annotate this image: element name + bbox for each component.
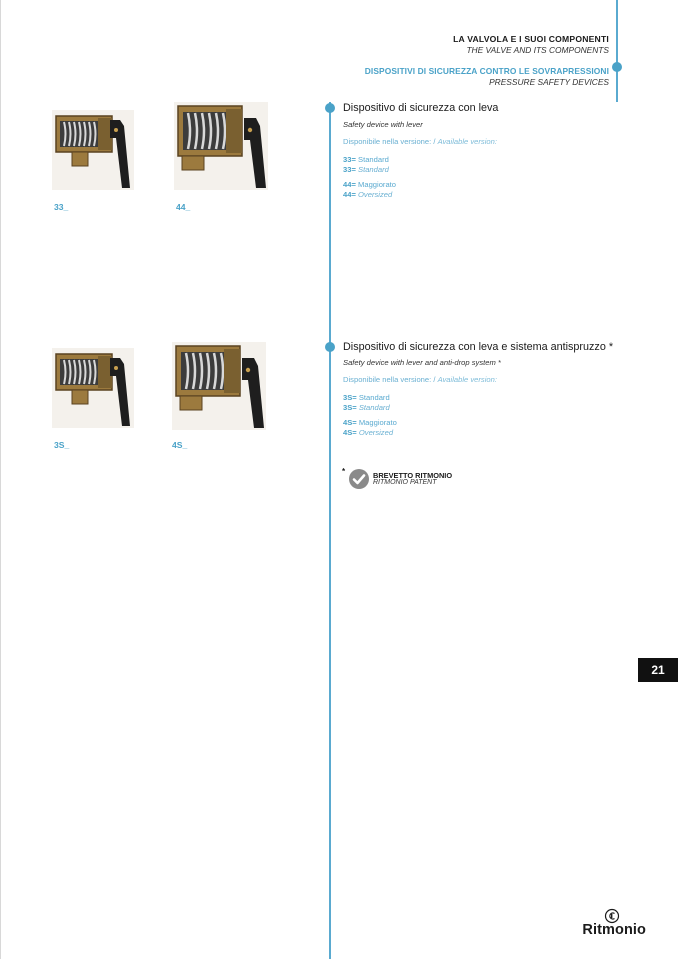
section-2-version-1-it: 3S= Standard	[343, 393, 390, 402]
product-label-33: 33_	[54, 202, 69, 212]
header-title-it: LA VALVOLA E I SUOI COMPONENTI	[453, 34, 609, 44]
patent-asterisk: *	[342, 467, 346, 476]
product-label-44: 44_	[176, 202, 191, 212]
section-1-bullet	[325, 103, 335, 113]
patent-title-it: BREVETTO RITMONIO	[373, 471, 453, 480]
valve-standard-icon	[50, 346, 136, 430]
brand-name: Ritmonio	[582, 922, 646, 938]
section-2-subtitle: Safety device with lever and anti-drop system *	[343, 358, 501, 367]
header-title-en: THE VALVE AND ITS COMPONENTS	[466, 45, 609, 55]
section-2-version-2-it: 4S= Maggiorato	[343, 418, 397, 427]
main-vertical-line	[329, 102, 331, 959]
section-1-version-2-it: 44= Maggiorato	[343, 180, 397, 189]
header-subtitle-en: PRESSURE SAFETY DEVICES	[489, 77, 609, 87]
check-badge-icon	[348, 468, 370, 490]
header-vertical-line	[616, 0, 618, 102]
section-1-subtitle: Safety device with lever	[343, 120, 423, 129]
page-number: 21	[638, 658, 678, 682]
section-2-version-2-en: 4S= Oversized	[343, 428, 394, 437]
section-1-version-1-it: 33= Standard	[343, 155, 389, 164]
section-1-availability: Disponibile nella versione: / Available version:	[343, 137, 497, 146]
header-bullet-dot	[612, 62, 622, 72]
section-2-version-1-en: 3S= Standard	[343, 403, 390, 412]
valve-oversized-icon	[172, 100, 270, 192]
header-subtitle-it: DISPOSITIVI DI SICUREZZA CONTRO LE SOVRAPRESSIONI	[364, 66, 609, 76]
product-label-3s: 3S_	[54, 440, 70, 450]
section-1-version-2-en: 44= Oversized	[343, 190, 393, 199]
section-2-availability: Disponibile nella versione: / Available version:	[343, 375, 497, 384]
section-1-version-1-en: 33= Standard	[343, 165, 389, 174]
page-edge	[0, 0, 1, 959]
patent-title-en: RITMONIO PATENT	[373, 479, 437, 486]
section-2-title: Dispositivo di sicurezza con leva e sistema antispruzzo *	[343, 341, 614, 353]
section-1-title: Dispositivo di sicurezza con leva	[343, 102, 499, 114]
valve-standard-icon	[50, 108, 136, 192]
valve-oversized-icon	[170, 340, 268, 432]
section-2-bullet	[325, 342, 335, 352]
product-label-4s: 4S_	[172, 440, 188, 450]
